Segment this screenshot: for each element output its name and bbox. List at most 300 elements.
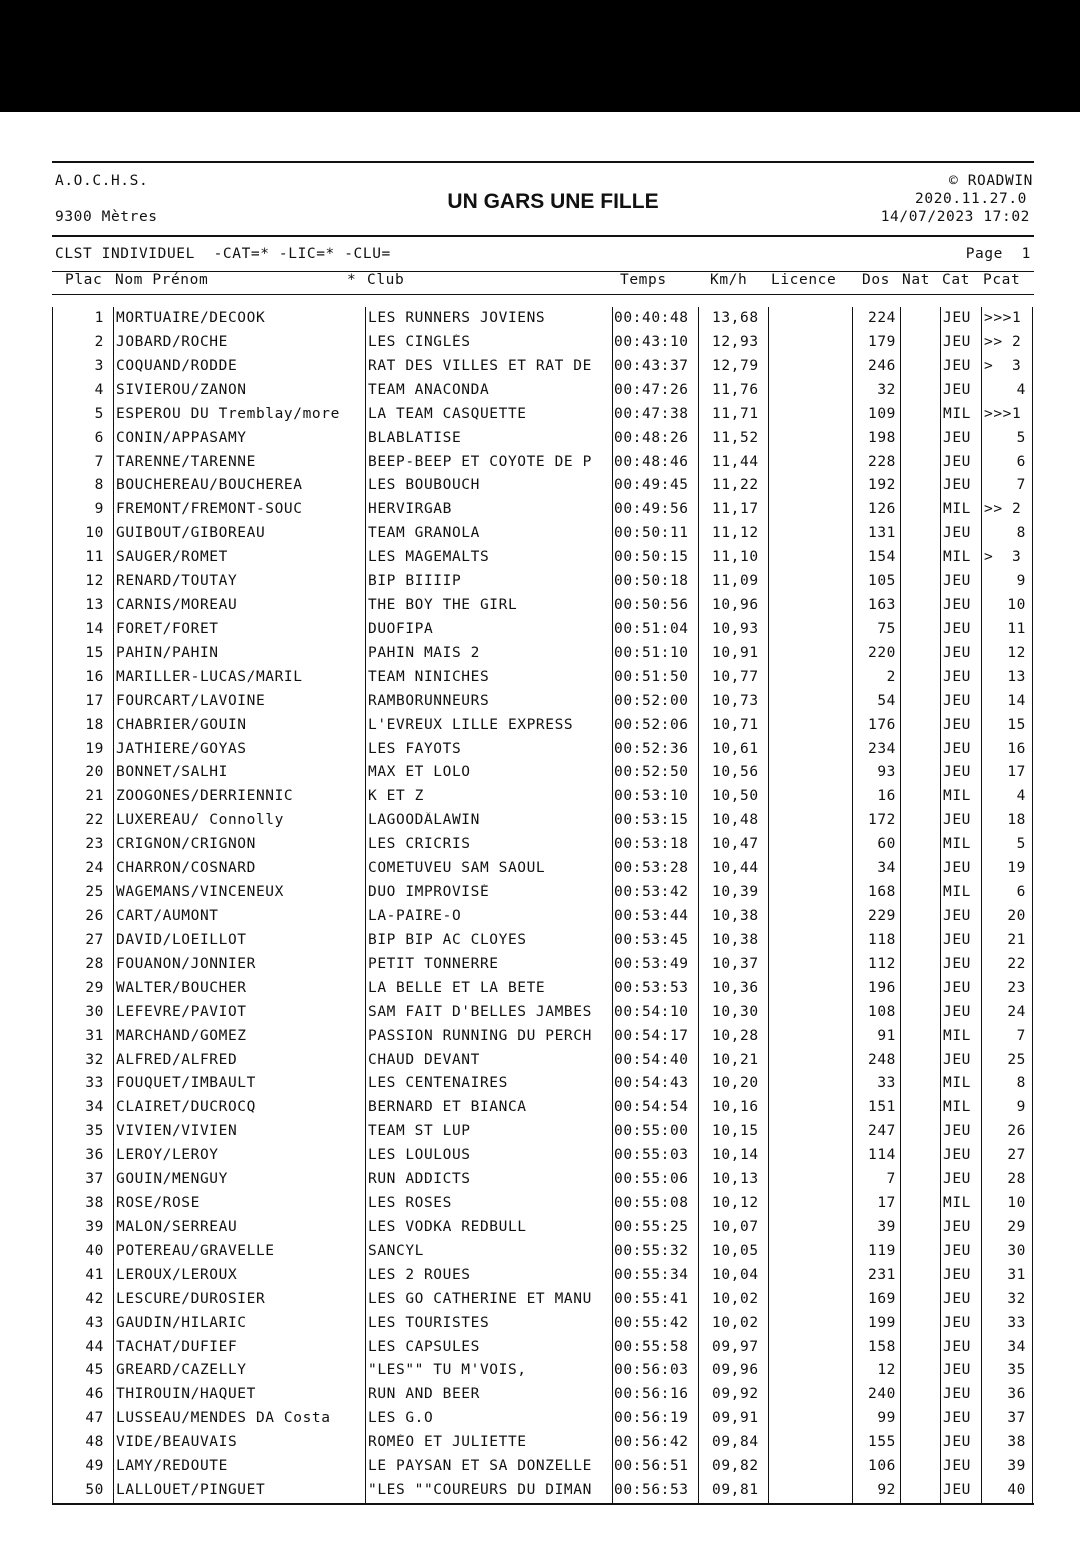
cell-club: MAX ET LOLO — [368, 764, 471, 781]
cell-club: "LES ""COUREURS DU DIMAN — [368, 1482, 592, 1499]
cell-speed: 13,68 — [712, 310, 759, 326]
cell-name: WAGEMANS/VINCENEUX — [116, 884, 284, 901]
cell-name: LUSSEAU/MENDES DA Costa — [116, 1410, 331, 1427]
cell-place: 24 — [85, 860, 104, 877]
table-row — [0, 379, 1080, 403]
cell-category: MIL — [943, 549, 971, 566]
table-row — [0, 570, 1080, 594]
cell-name: FREMONT/FREMONT-SOUC — [116, 501, 303, 518]
table-row — [0, 881, 1080, 905]
cell-speed: 10,91 — [712, 644, 759, 661]
table-row — [0, 427, 1080, 451]
cell-club: PASSION RUNNING DU PERCH — [368, 1027, 592, 1044]
top-rule — [52, 161, 1034, 163]
cell-place: 26 — [85, 908, 104, 924]
cell-time: 00:56:42 — [614, 1434, 689, 1451]
cell-category: JEU — [943, 573, 971, 590]
cell-bib: 220 — [868, 644, 896, 661]
cell-name: MORTUAIRE/DECOOK — [116, 310, 266, 326]
cell-bib: 131 — [868, 525, 896, 542]
cell-category: JEU — [943, 692, 971, 709]
cell-place: 34 — [85, 1099, 104, 1116]
cell-name: MARILLER-LUCAS/MARIL — [116, 668, 303, 685]
table-row — [0, 953, 1080, 977]
cell-time: 00:50:11 — [614, 525, 689, 542]
cell-time: 00:54:10 — [614, 1003, 689, 1020]
cell-club: RUN AND BEER — [368, 1386, 480, 1403]
cell-time: 00:43:37 — [614, 357, 689, 374]
cell-time: 00:54:43 — [614, 1075, 689, 1092]
cell-category: JEU — [943, 1147, 971, 1164]
cell-place: 15 — [85, 644, 104, 661]
table-row — [0, 1144, 1080, 1168]
cell-category-place: 5 — [1016, 836, 1026, 853]
cell-bib: 119 — [868, 1242, 896, 1259]
cell-category-place: 26 — [1007, 1123, 1026, 1140]
cell-place: 48 — [85, 1434, 104, 1451]
cell-category: JEU — [943, 812, 971, 829]
cell-club: LES BOUBOUCH — [368, 477, 480, 494]
cell-name: GUIBOUT/GIBOREAU — [116, 525, 266, 542]
cell-category-place: 21 — [1007, 931, 1026, 948]
cell-category: JEU — [943, 1386, 971, 1403]
cell-club: THE BOY THE GIRL — [368, 597, 518, 614]
cell-bib: 240 — [868, 1386, 896, 1403]
cell-speed: 12,93 — [712, 333, 759, 350]
cell-speed: 10,36 — [712, 979, 759, 996]
cell-category: JEU — [943, 1123, 971, 1140]
cell-category-place: 35 — [1007, 1362, 1026, 1379]
table-row — [0, 546, 1080, 570]
cell-category-place: 37 — [1007, 1410, 1026, 1427]
cell-speed: 10,13 — [712, 1171, 759, 1188]
cell-bib: 198 — [868, 429, 896, 446]
cell-category-place: 4 — [1016, 788, 1026, 805]
cell-name: FORET/FORET — [116, 620, 219, 637]
cell-place: 36 — [85, 1147, 104, 1164]
cell-category: MIL — [943, 1075, 971, 1092]
cell-bib: 109 — [868, 405, 896, 422]
cell-name: LAMY/REDOUTE — [116, 1458, 228, 1475]
cell-place: 22 — [85, 812, 104, 829]
col-header-cat: Cat — [942, 272, 970, 288]
cell-club: BEEP-BEEP ET COYOTE DE P — [368, 453, 592, 470]
cell-name: CONIN/APPASAMY — [116, 429, 247, 446]
cell-category: MIL — [943, 1195, 971, 1212]
cell-category-place: 7 — [1016, 477, 1026, 494]
cell-name: BONNET/SALHI — [116, 764, 228, 781]
cell-place: 1 — [94, 310, 104, 326]
table-row — [0, 1359, 1080, 1383]
cell-bib: 248 — [868, 1051, 896, 1068]
cell-place: 43 — [85, 1314, 104, 1331]
cell-time: 00:43:10 — [614, 333, 689, 350]
cell-name: CHARRON/COSNARD — [116, 860, 256, 877]
table-row — [0, 1312, 1080, 1336]
cell-category: JEU — [943, 1242, 971, 1259]
cell-club: BERNARD ET BIANCA — [368, 1099, 527, 1116]
cell-place: 41 — [85, 1266, 104, 1283]
cell-place: 6 — [94, 429, 104, 446]
copyright: © ROADWIN — [949, 173, 1033, 189]
cell-time: 00:56:19 — [614, 1410, 689, 1427]
cell-bib: 118 — [868, 931, 896, 948]
table-row — [0, 977, 1080, 1001]
cell-speed: 10,37 — [712, 955, 759, 972]
cell-club: LA-PAIRE-O — [368, 908, 462, 924]
cell-bib: 108 — [868, 1003, 896, 1020]
cell-category: JEU — [943, 620, 971, 637]
cell-club: LES CRICRIS — [368, 836, 471, 853]
cell-club: TEAM ST LUP — [368, 1123, 471, 1140]
cell-speed: 09,92 — [712, 1386, 759, 1403]
cell-category: JEU — [943, 1482, 971, 1499]
cell-speed: 11,71 — [712, 405, 759, 422]
table-row — [0, 1025, 1080, 1049]
cell-club: BIP BIP AC CLOYES — [368, 931, 527, 948]
cell-category-place: 22 — [1007, 955, 1026, 972]
cell-category: MIL — [943, 1027, 971, 1044]
cell-name: LALLOUET/PINGUET — [116, 1482, 266, 1499]
cell-time: 00:55:32 — [614, 1242, 689, 1259]
table-row — [0, 451, 1080, 475]
cell-category: JEU — [943, 740, 971, 757]
cell-name: LEROUX/LEROUX — [116, 1266, 238, 1283]
cell-name: CHABRIER/GOUIN — [116, 716, 247, 733]
table-row — [0, 714, 1080, 738]
cell-bib: 228 — [868, 453, 896, 470]
cell-category: JEU — [943, 525, 971, 542]
table-row — [0, 1049, 1080, 1073]
cell-place: 25 — [85, 884, 104, 901]
cell-club: RAMBORUNNEURS — [368, 692, 490, 709]
table-row — [0, 666, 1080, 690]
cell-place: 9 — [94, 501, 104, 518]
cell-speed: 10,38 — [712, 908, 759, 924]
cell-category-place: 19 — [1007, 860, 1026, 877]
col-header-plac: Plac — [65, 272, 103, 288]
cell-speed: 10,15 — [712, 1123, 759, 1140]
cell-name: PAHIN/PAHIN — [116, 644, 219, 661]
cell-category-place: 20 — [1007, 908, 1026, 924]
cell-club: SANCYL — [368, 1242, 424, 1259]
cell-category: MIL — [943, 884, 971, 901]
cell-name: FOURCART/LAVOINE — [116, 692, 266, 709]
cell-category-place: 5 — [1016, 429, 1026, 446]
cell-club: PAHIN MAIS 2 — [368, 644, 480, 661]
cell-club: BLABLATISE — [368, 429, 462, 446]
cell-name: LEFEVRE/PAVIOT — [116, 1003, 247, 1020]
cell-category-place: 17 — [1007, 764, 1026, 781]
table-row — [0, 498, 1080, 522]
table-row — [0, 1216, 1080, 1240]
col-header-licence: Licence — [771, 272, 837, 288]
cell-time: 00:52:36 — [614, 740, 689, 757]
cell-speed: 10,47 — [712, 836, 759, 853]
cell-name: CLAIRET/DUCROCQ — [116, 1099, 256, 1116]
cell-club: TEAM ANACONDA — [368, 381, 490, 398]
filter-line: CLST INDIVIDUEL -CAT=* -LIC=* -CLU= — [55, 246, 391, 262]
cell-speed: 10,05 — [712, 1242, 759, 1259]
table-row — [0, 690, 1080, 714]
cell-name: JATHIERE/GOYAS — [116, 740, 247, 757]
cell-speed: 10,04 — [712, 1266, 759, 1283]
cell-category-place: 11 — [1007, 620, 1026, 637]
cell-place: 12 — [85, 573, 104, 590]
table-row — [0, 1264, 1080, 1288]
cell-time: 00:56:53 — [614, 1482, 689, 1499]
cell-bib: 234 — [868, 740, 896, 757]
cell-speed: 10,93 — [712, 620, 759, 637]
cell-speed: 10,28 — [712, 1027, 759, 1044]
cell-bib: 33 — [877, 1075, 896, 1092]
cell-category: JEU — [943, 1338, 971, 1355]
cell-time: 00:55:00 — [614, 1123, 689, 1140]
cell-bib: 75 — [877, 620, 896, 637]
cell-bib: 172 — [868, 812, 896, 829]
cell-category: MIL — [943, 788, 971, 805]
cell-name: MALON/SERREAU — [116, 1218, 238, 1235]
cell-time: 00:48:46 — [614, 453, 689, 470]
table-row — [0, 1168, 1080, 1192]
cell-place: 2 — [94, 333, 104, 350]
cell-name: VIDE/BEAUVAIS — [116, 1434, 238, 1451]
cell-speed: 10,12 — [712, 1195, 759, 1212]
cell-club: HERVIRGAB — [368, 501, 452, 518]
table-row — [0, 1383, 1080, 1407]
cell-name: ZOOGONES/DERRIENNIC — [116, 788, 294, 805]
cell-name: GOUIN/MENGUY — [116, 1171, 228, 1188]
col-header-pcat: Pcat — [983, 272, 1021, 288]
cell-name: WALTER/BOUCHER — [116, 979, 247, 996]
col-header-star: * — [347, 272, 357, 288]
cell-category: JEU — [943, 333, 971, 350]
cell-bib: 168 — [868, 884, 896, 901]
cell-category-place: 7 — [1016, 1027, 1026, 1044]
cell-category: JEU — [943, 1266, 971, 1283]
cell-club: LES FAYOTS — [368, 740, 462, 757]
cell-category-place: 12 — [1007, 644, 1026, 661]
cell-place: 3 — [94, 357, 104, 374]
cell-time: 00:52:50 — [614, 764, 689, 781]
cell-place: 32 — [85, 1051, 104, 1068]
cell-bib: 91 — [877, 1027, 896, 1044]
cell-place: 23 — [85, 836, 104, 853]
cell-time: 00:53:49 — [614, 955, 689, 972]
cell-bib: 112 — [868, 955, 896, 972]
cell-time: 00:54:54 — [614, 1099, 689, 1116]
cell-time: 00:50:15 — [614, 549, 689, 566]
cell-time: 00:52:00 — [614, 692, 689, 709]
cell-category: JEU — [943, 764, 971, 781]
cell-time: 00:53:44 — [614, 908, 689, 924]
cell-bib: 16 — [877, 788, 896, 805]
cell-bib: 105 — [868, 573, 896, 590]
cell-place: 10 — [85, 525, 104, 542]
table-row — [0, 1120, 1080, 1144]
cell-bib: 158 — [868, 1338, 896, 1355]
cell-club: SAM FAIT D'BELLES JAMBES — [368, 1003, 592, 1020]
cell-place: 11 — [85, 549, 104, 566]
cell-club: LES GO CATHERINE ET MANU — [368, 1290, 592, 1307]
cell-club: CHAUD DEVANT — [368, 1051, 480, 1068]
cell-time: 00:54:17 — [614, 1027, 689, 1044]
table-row — [0, 1192, 1080, 1216]
cell-speed: 10,61 — [712, 740, 759, 757]
cell-category: JEU — [943, 668, 971, 685]
cell-category-place: > 3 — [984, 549, 1022, 566]
distance: 9300 Mètres — [55, 209, 158, 225]
cell-time: 00:53:28 — [614, 860, 689, 877]
col-header-nom: Nom Prénom — [115, 272, 209, 288]
cell-club: LES 2 ROUES — [368, 1266, 471, 1283]
cell-name: JOBARD/ROCHE — [116, 333, 228, 350]
cell-club: LES TOURISTES — [368, 1314, 490, 1331]
table-row — [0, 929, 1080, 953]
cell-club: PETIT TONNERRE — [368, 955, 499, 972]
cell-club: TEAM NINICHES — [368, 668, 490, 685]
cell-time: 00:53:53 — [614, 979, 689, 996]
cell-bib: 106 — [868, 1458, 896, 1475]
table-row — [0, 1288, 1080, 1312]
cell-category: JEU — [943, 860, 971, 877]
cell-bib: 163 — [868, 597, 896, 614]
cell-category: JEU — [943, 1458, 971, 1475]
cell-club: LAGOODÄLAWIN — [368, 812, 480, 829]
cell-category-place: 32 — [1007, 1290, 1026, 1307]
cell-speed: 10,50 — [712, 788, 759, 805]
cell-name: BOUCHEREAU/BOUCHEREA — [116, 477, 303, 494]
cell-category: JEU — [943, 1003, 971, 1020]
cell-bib: 114 — [868, 1147, 896, 1164]
cell-category-place: 36 — [1007, 1386, 1026, 1403]
cell-name: MARCHAND/GOMEZ — [116, 1027, 247, 1044]
cell-bib: 7 — [886, 1171, 896, 1188]
cell-category-place: 4 — [1016, 381, 1026, 398]
col-header-dos: Dos — [862, 272, 890, 288]
cell-club: LES LOULOUS — [368, 1147, 471, 1164]
cell-bib: 17 — [877, 1195, 896, 1212]
cell-bib: 179 — [868, 333, 896, 350]
cell-speed: 10,77 — [712, 668, 759, 685]
cell-category: JEU — [943, 597, 971, 614]
cell-speed: 10,14 — [712, 1147, 759, 1164]
cell-club: LES VODKA REDBULL — [368, 1218, 527, 1235]
page-number: Page 1 — [965, 246, 1031, 262]
cell-bib: 154 — [868, 549, 896, 566]
cell-time: 00:49:56 — [614, 501, 689, 518]
table-row — [0, 307, 1080, 331]
cell-place: 47 — [85, 1410, 104, 1427]
col-header-kmh: Km/h — [710, 272, 748, 288]
cell-category: JEU — [943, 979, 971, 996]
cell-category-place: 13 — [1007, 668, 1026, 685]
cell-name: FOUQUET/IMBAULT — [116, 1075, 256, 1092]
cell-bib: 231 — [868, 1266, 896, 1283]
cell-name: DAVID/LOEILLOT — [116, 931, 247, 948]
cell-club: ROMÉO ET JULIETTE — [368, 1434, 527, 1451]
cell-club: LES ROSES — [368, 1195, 452, 1212]
cell-place: 29 — [85, 979, 104, 996]
cell-category-place: 8 — [1016, 1075, 1026, 1092]
cell-bib: 246 — [868, 357, 896, 374]
cell-speed: 11,17 — [712, 501, 759, 518]
cell-name: VIVIEN/VIVIEN — [116, 1123, 238, 1140]
cell-club: BIP BIIIIP — [368, 573, 462, 590]
cell-name: ALFRED/ALFRED — [116, 1051, 238, 1068]
cell-speed: 11,09 — [712, 573, 759, 590]
cell-club: LES CINGLÉS — [368, 333, 471, 350]
cell-category-place: >> 2 — [984, 501, 1022, 518]
table-row — [0, 355, 1080, 379]
cell-category: JEU — [943, 1171, 971, 1188]
cell-place: 38 — [85, 1195, 104, 1212]
col-header-nat: Nat — [902, 272, 930, 288]
cell-name: THIROUIN/HAQUET — [116, 1386, 256, 1403]
cell-name: GAUDIN/HILARIC — [116, 1314, 247, 1331]
cell-category-place: 18 — [1007, 812, 1026, 829]
cell-category: JEU — [943, 644, 971, 661]
cell-category-place: 23 — [1007, 979, 1026, 996]
table-row — [0, 474, 1080, 498]
cell-speed: 09,82 — [712, 1458, 759, 1475]
cell-time: 00:47:26 — [614, 381, 689, 398]
cell-place: 46 — [85, 1386, 104, 1403]
cell-speed: 11,76 — [712, 381, 759, 398]
cell-bib: 93 — [877, 764, 896, 781]
table-row — [0, 403, 1080, 427]
org-name: A.O.C.H.S. — [55, 173, 149, 189]
table-row — [0, 618, 1080, 642]
cell-club: TEAM GRANOLA — [368, 525, 480, 542]
col-header-club: Club — [367, 272, 405, 288]
cell-speed: 09,97 — [712, 1338, 759, 1355]
cell-category: JEU — [943, 1362, 971, 1379]
cell-club: DUOFIPA — [368, 620, 434, 637]
cell-category-place: 6 — [1016, 453, 1026, 470]
cell-speed: 09,84 — [712, 1434, 759, 1451]
table-row — [0, 1407, 1080, 1431]
cell-name: CART/AUMONT — [116, 908, 219, 924]
cell-club: L'EVREUX LILLE EXPRESS — [368, 716, 574, 733]
col-header-temps: Temps — [620, 272, 667, 288]
cell-club: "LES"" TU M'VOIS, — [368, 1362, 527, 1379]
table-row — [0, 1240, 1080, 1264]
cell-club: RUN ADDICTS — [368, 1171, 471, 1188]
cell-club: RAT DES VILLES ET RAT DE — [368, 357, 592, 374]
cell-club: LA BELLE ET LA BETE — [368, 979, 546, 996]
cell-time: 00:55:41 — [614, 1290, 689, 1307]
cell-place: 30 — [85, 1003, 104, 1020]
cell-place: 18 — [85, 716, 104, 733]
cell-name: SAUGER/ROMET — [116, 549, 228, 566]
cell-category-place: >>>1 — [984, 310, 1022, 326]
cell-time: 00:53:42 — [614, 884, 689, 901]
cell-bib: 126 — [868, 501, 896, 518]
cell-club: K ET Z — [368, 788, 424, 805]
cell-time: 00:55:34 — [614, 1266, 689, 1283]
cell-place: 5 — [94, 405, 104, 422]
cell-bib: 39 — [877, 1218, 896, 1235]
cell-time: 00:53:15 — [614, 812, 689, 829]
cell-place: 28 — [85, 955, 104, 972]
cell-category-place: 6 — [1016, 884, 1026, 901]
cell-category: JEU — [943, 1410, 971, 1427]
cell-name: POTEREAU/GRAVELLE — [116, 1242, 275, 1259]
cell-time: 00:53:45 — [614, 931, 689, 948]
cell-category: JEU — [943, 908, 971, 924]
cell-place: 33 — [85, 1075, 104, 1092]
